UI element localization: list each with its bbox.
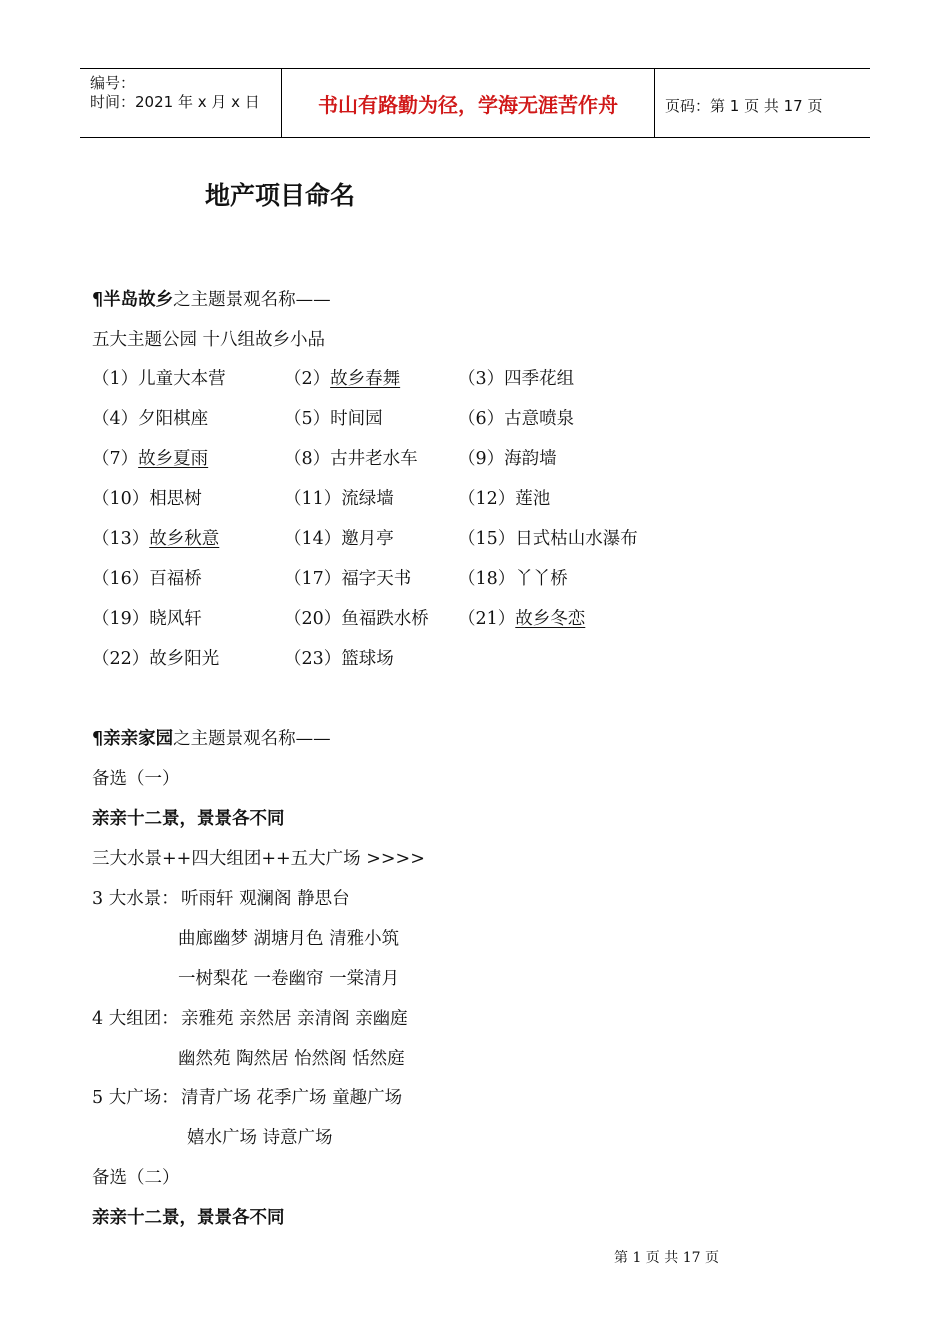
item-label: 流绿墙 — [341, 489, 394, 509]
item-number: （18） — [458, 569, 516, 589]
option2-label: 备选（二） — [92, 1168, 180, 1188]
option1-label: 备选（一） — [92, 769, 180, 789]
section2-heading — [92, 725, 331, 750]
item-label: 鱼福跌水桥 — [341, 609, 429, 629]
landscape-item — [92, 365, 226, 390]
square-line: 嬉水广场 诗意广场 — [187, 1128, 333, 1148]
item-number: （16） — [92, 569, 150, 589]
item-label: 古意喷泉 — [504, 409, 575, 429]
pilcrow: ¶ — [92, 729, 104, 749]
item-label: 故乡冬恋 — [515, 609, 586, 629]
item-number: （9） — [458, 449, 505, 469]
group-line: 亲雅苑 亲然居 亲清阁 亲幽庭 — [181, 1009, 408, 1029]
item-number: （21） — [458, 609, 516, 629]
landscape-item — [458, 365, 574, 390]
item-label: 四季花组 — [504, 369, 575, 389]
water-label: 3 大水景： — [92, 889, 179, 909]
item-label: 海韵墙 — [504, 449, 557, 469]
item-label: 日式枯山水瀑布 — [515, 529, 638, 549]
section1-heading — [92, 286, 331, 311]
landscape-item — [458, 445, 557, 470]
section1-name: 半岛故乡 — [103, 290, 174, 310]
slogan2: 亲亲十二景，景景各不同 — [92, 1208, 285, 1228]
landscape-item — [92, 445, 208, 470]
item-label: 百福桥 — [149, 569, 202, 589]
item-label: 相思树 — [149, 489, 202, 509]
group-line: 幽然苑 陶然居 怡然阁 恬然庭 — [178, 1049, 405, 1069]
square-line: 清青广场 花季广场 童趣广场 — [181, 1088, 403, 1108]
item-number: （17） — [284, 569, 342, 589]
item-number: （4） — [92, 409, 139, 429]
item-number: （1） — [92, 369, 139, 389]
item-label: 篮球场 — [341, 649, 394, 669]
item-number: （8） — [284, 449, 331, 469]
item-label: 夕阳棋座 — [138, 409, 209, 429]
section1-suffix: 之主题景观名称—— — [173, 290, 331, 310]
header-page-info: 页码：第 1 页 共 17 页 — [665, 97, 823, 115]
landscape-item — [284, 365, 400, 390]
water-line: 听雨轩 观澜阁 静思台 — [181, 889, 350, 909]
item-number: （11） — [284, 489, 342, 509]
landscape-item — [92, 525, 219, 550]
landscape-item — [458, 565, 568, 590]
item-number: （10） — [92, 489, 150, 509]
water-line: 一树梨花 一卷幽帘 一棠清月 — [178, 969, 400, 989]
header-motto: 书山有路勤为径，学海无涯苦作舟 — [282, 69, 655, 137]
landscape-item — [92, 645, 219, 670]
document-number: 编号： — [90, 74, 136, 92]
item-label: 故乡秋意 — [149, 529, 220, 549]
item-number: （13） — [92, 529, 150, 549]
landscape-item — [458, 485, 550, 510]
item-number: （2） — [284, 369, 331, 389]
section2-name: 亲亲家园 — [103, 729, 174, 749]
landscape-item — [284, 405, 383, 430]
item-label: 丫丫桥 — [515, 569, 568, 589]
item-label: 故乡春舞 — [330, 369, 401, 389]
item-number: （22） — [92, 649, 150, 669]
item-number: （5） — [284, 409, 331, 429]
page-footer: 第 1 页 共 17 页 — [614, 1250, 719, 1266]
group-label: 4 大组团： — [92, 1009, 179, 1029]
item-number: （15） — [458, 529, 516, 549]
section2-suffix: 之主题景观名称—— — [173, 729, 331, 749]
landscape-item — [284, 605, 429, 630]
section1-subtitle: 五大主题公园 十八组故乡小品 — [92, 330, 326, 350]
landscape-item — [284, 445, 418, 470]
water-line: 曲廊幽梦 湖塘月色 清雅小筑 — [178, 929, 400, 949]
item-label: 儿童大本营 — [138, 369, 226, 389]
item-number: （19） — [92, 609, 150, 629]
item-number: （14） — [284, 529, 342, 549]
landscape-item — [284, 645, 394, 670]
landscape-item — [92, 485, 202, 510]
landscape-item — [92, 405, 208, 430]
page-title: 地产项目命名 — [205, 181, 356, 210]
landscape-item — [284, 565, 411, 590]
item-label: 福字天书 — [341, 569, 412, 589]
item-label: 古井老水车 — [330, 449, 418, 469]
landscape-item — [92, 565, 202, 590]
item-number: （3） — [458, 369, 505, 389]
item-number: （7） — [92, 449, 139, 469]
item-number: （6） — [458, 409, 505, 429]
item-label: 故乡夏雨 — [138, 449, 209, 469]
item-number: （12） — [458, 489, 516, 509]
item-number: （23） — [284, 649, 342, 669]
landscape-item — [458, 525, 638, 550]
landscape-item — [92, 605, 202, 630]
item-number: （20） — [284, 609, 342, 629]
summary-line: 三大水景++四大组团++五大广场 >>>> — [92, 849, 425, 869]
landscape-item — [458, 405, 574, 430]
landscape-item — [284, 525, 394, 550]
header-meta-cell — [80, 69, 282, 137]
square-label: 5 大广场： — [92, 1088, 179, 1108]
item-label: 晓风轩 — [149, 609, 202, 629]
item-label: 时间园 — [330, 409, 383, 429]
item-label: 故乡阳光 — [149, 649, 220, 669]
landscape-item — [458, 605, 585, 630]
item-label: 邀月亭 — [341, 529, 394, 549]
landscape-item — [284, 485, 394, 510]
page-header — [80, 68, 870, 138]
item-label: 莲池 — [515, 489, 551, 509]
document-time: 时间：2021 年 x 月 x 日 — [90, 93, 260, 111]
slogan1: 亲亲十二景，景景各不同 — [92, 809, 285, 829]
pilcrow: ¶ — [92, 290, 104, 310]
